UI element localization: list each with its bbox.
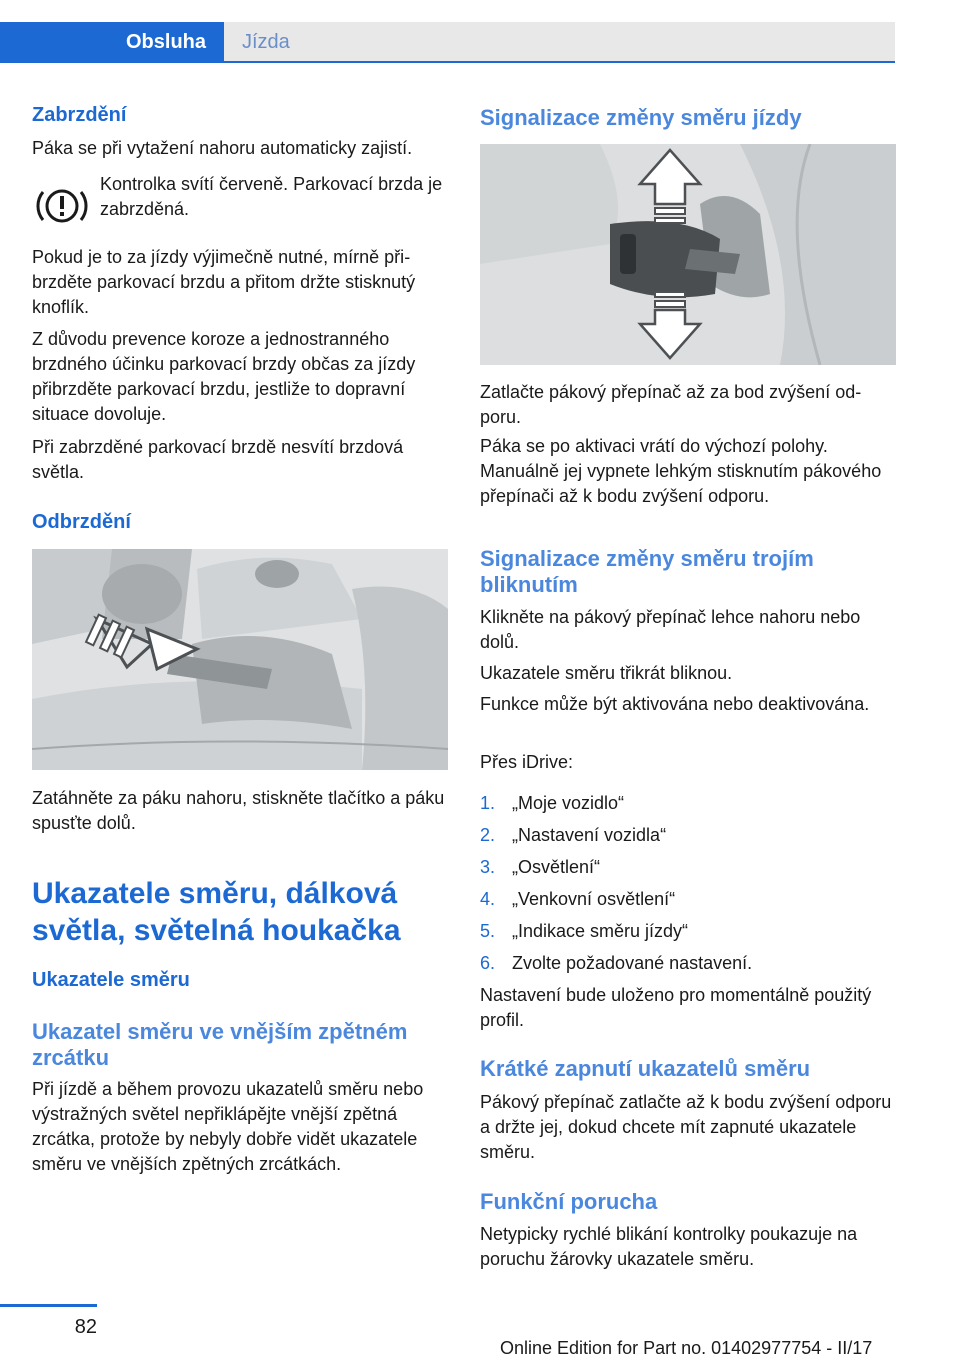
paragraph: Při zabrzděné parkovací brzdě nesvítí brzdová světla. (32, 437, 404, 482)
handbrake-image (32, 549, 448, 770)
list-item: 1. „Moje vozidlo“ (480, 793, 625, 813)
header-divider (0, 61, 895, 63)
image-caption: Zatáhněte za páku nahoru, stiskněte tlačítko a páku spusťte dolů. (32, 788, 445, 833)
heading-ukazatel-v-zrcatku: Ukazatel směru ve vnějším zpětném zrcátku (32, 1019, 408, 1070)
paragraph: Ukazatele směru třikrát bliknou. (480, 663, 733, 683)
paragraph: Páka se při vytažení nahoru automaticky zajistí. (32, 138, 413, 158)
list-item: 3. „Osvětlení“ (480, 857, 601, 877)
heading-zabrzdeni: Zabrzdění (32, 104, 127, 126)
heading-ukazatele-smeru: Ukazatele směru (32, 969, 190, 991)
paragraph: Nastavení bude uloženo pro momentálně použitý profil. (480, 985, 872, 1030)
tab-jizda[interactable]: Jízda (224, 22, 895, 62)
paragraph: Přes iDrive: (480, 752, 574, 772)
parking-brake-warning-icon (32, 176, 92, 236)
list-item: 2. „Nastavení vozidla“ (480, 825, 667, 845)
paragraph: Pokud je to za jízdy výjimečně nutné, mírně přibrzděte parkovací brzdu a přitom držte stisknutý knoflík. (32, 247, 416, 317)
heading-ukazatele-smeru-svetla: Ukazatele směru, dálková světla, světelná houkačka (32, 877, 401, 947)
page-number: 82 (74, 1316, 97, 1338)
edition-text: Online Edition for Part no. 01402977754 - II/17 (500, 1338, 873, 1358)
page-header (0, 22, 895, 62)
paragraph: Klikněte na pákový přepínač lehce nahoru nebo dolů. (480, 607, 861, 652)
paragraph: Netypicky rychlé blikání kontrolky poukazuje na poruchu žárovky ukazatele směru. (480, 1224, 858, 1269)
warning-text: Kontrolka svítí červeně. Parkovací brzda je zabrzděná. (100, 174, 443, 219)
turn-signal-lever-image (480, 144, 896, 365)
list-item: 5. „Indikace směru jízdy“ (480, 921, 689, 941)
heading-odbrzdeni: Odbrzdění (32, 511, 131, 533)
list-item: 6. Zvolte požadované nastavení. (480, 953, 753, 973)
paragraph: Z důvodu prevence koroze a jednostranného brzdného účinku parkovací brzdy občas za jízdy přibrzděte parkovací brzdu, jestliže to dopravní situace dovoluje. (32, 329, 416, 424)
paragraph: Funkce může být aktivována nebo deaktivována. (480, 694, 870, 714)
paragraph: Zatlačte pákový přepínač až za bod zvýšení odporu. (480, 382, 862, 427)
heading-trojim-bliknutim: Signalizace změny směru trojím bliknutím (480, 546, 814, 597)
paragraph: Pákový přepínač zatlačte až k bodu zvýšení odporu a držte jej, dokud chcete mít zapnuté ukazatele směru. (480, 1092, 892, 1162)
paragraph: Při jízdě a během provozu ukazatelů směru nebo výstražných světel nepřiklápějte vnější zpětná zrcátka, protože by nebyly dobře vidět ukazatele směru ve vnějších zpětných zrcátkách. (32, 1079, 424, 1174)
footer-divider (0, 1304, 97, 1307)
paragraph: Páka se po aktivaci vrátí do výchozí polohy. Manuálně jej vypnete lehkým stisknutím pákového přepínači až k bodu zvýšení odporu. (480, 436, 882, 506)
idrive-steps-list (480, 791, 896, 983)
tab-obsluha[interactable]: Obsluha (0, 22, 224, 62)
heading-signalizace-zmeny-smeru: Signalizace změny směru jízdy (480, 105, 802, 130)
list-item: 4. „Venkovní osvětlení“ (480, 889, 676, 909)
heading-kratke-zapnuti: Krátké zapnutí ukazatelů směru (480, 1056, 811, 1081)
heading-funkcni-porucha: Funkční porucha (480, 1189, 658, 1214)
